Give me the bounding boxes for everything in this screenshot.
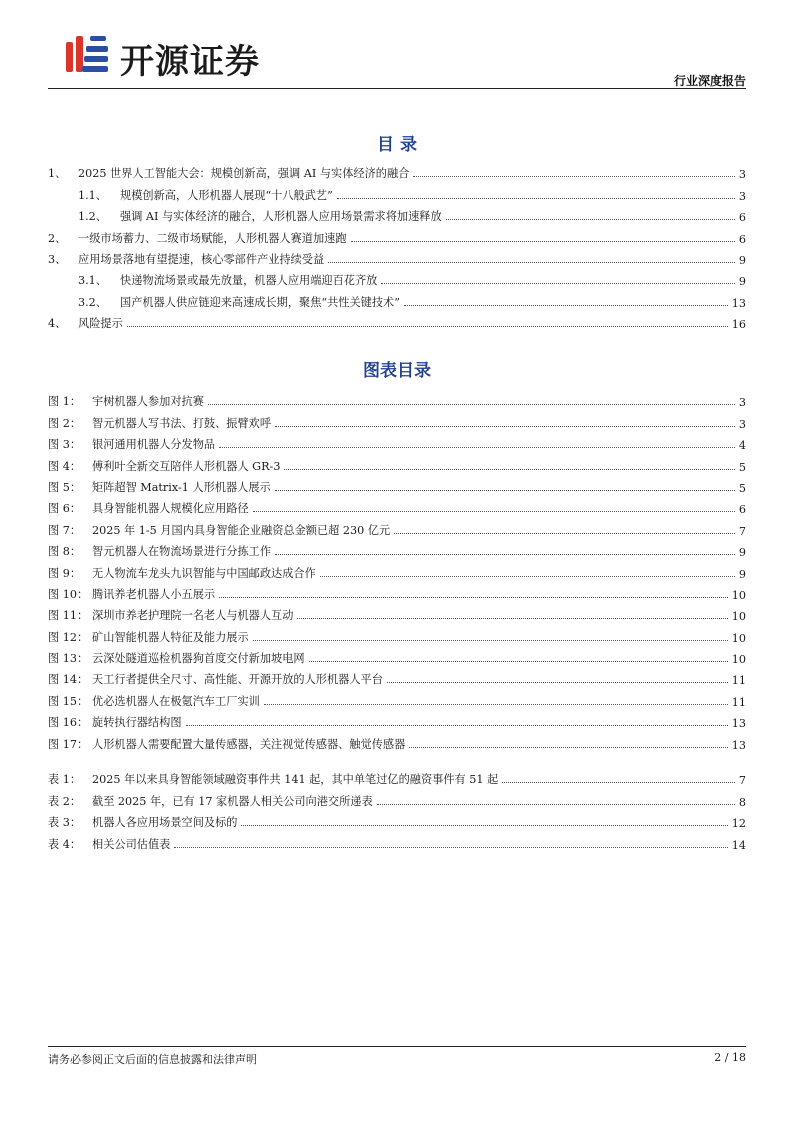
figure-entry-text: 智元机器人在物流场景进行分拣工作 [92, 545, 272, 559]
figure-entry-leader-dots [186, 725, 728, 726]
figure-entry-number: 图 12： [48, 630, 89, 644]
figure-entry[interactable] [48, 388, 746, 409]
toc-entry[interactable] [48, 310, 746, 331]
figure-entry-page: 10 [731, 631, 746, 645]
table-entry-page: 12 [731, 817, 746, 831]
figure-entry-text: 旋转执行器结构图 [92, 716, 182, 730]
toc-entry-number: 3.2、 [78, 295, 107, 309]
toc-entry-number: 4、 [48, 317, 67, 331]
page-header [48, 18, 746, 88]
figure-entry-leader-dots [297, 618, 727, 619]
figure-entry-page: 11 [731, 674, 746, 688]
toc-entry-page: 9 [738, 253, 746, 267]
toc-entry-leader-dots [351, 241, 735, 242]
figure-entry[interactable] [48, 709, 746, 730]
figure-entry-leader-dots [409, 747, 727, 748]
figure-entry-leader-dots [253, 511, 735, 512]
figure-entry-leader-dots [309, 661, 728, 662]
figure-entry-number: 图 17： [48, 737, 89, 751]
figure-entry-page: 4 [738, 439, 746, 453]
footer-divider [48, 1046, 746, 1047]
figure-entry-number: 图 15： [48, 694, 89, 708]
toc-entry-number: 1.2、 [78, 210, 107, 224]
figure-entry-page: 10 [731, 610, 746, 624]
toc-entry-text: 风险提示 [78, 317, 123, 331]
figure-entry-number: 图 11： [48, 609, 89, 623]
figure-entry-text: 傅利叶全新交互陪伴人形机器人 GR-3 [92, 459, 281, 473]
figure-entry-leader-dots [275, 490, 735, 491]
toc-entry-number: 3、 [48, 252, 67, 266]
table-entry[interactable] [48, 809, 746, 830]
table-entry-number: 表 1： [48, 773, 82, 787]
figure-entry-page: 13 [731, 738, 746, 752]
toc-entry-text: 国产机器人供应链迎来高速成长期，聚焦“共性关键技术” [120, 295, 400, 309]
figure-entry-number: 图 3： [48, 438, 82, 452]
figure-entry[interactable] [48, 559, 746, 580]
toc-entry-text: 快递物流场景或最先放量，机器人应用端迎百花齐放 [120, 274, 378, 288]
table-entry-leader-dots [241, 825, 727, 826]
table-entry-page: 14 [731, 838, 746, 852]
figure-list [48, 388, 746, 752]
figure-entry-text: 优必选机器人在极氪汽车工厂实训 [92, 694, 260, 708]
figure-entry[interactable] [48, 431, 746, 452]
toc-entry-page: 16 [731, 318, 746, 332]
figure-entry-text: 2025 年 1-5 月国内具身智能企业融资总金额已超 230 亿元 [92, 523, 391, 537]
table-list [48, 766, 746, 852]
figure-entry-number: 图 13： [48, 652, 89, 666]
figure-entry-text: 天工行者提供全尺寸、高性能、开源开放的人形机器人平台 [92, 673, 383, 687]
figure-entry-leader-dots [394, 533, 735, 534]
figure-entry-leader-dots [208, 404, 735, 405]
toc-entry-text: 规模创新高，人形机器人展现“十八般武艺” [120, 188, 333, 202]
figure-entry-text: 智元机器人写书法、打鼓、振臂欢呼 [92, 416, 272, 430]
figure-entry-page: 11 [731, 695, 746, 709]
report-type-label: 行业深度报告 [673, 74, 746, 88]
figure-entry-leader-dots [275, 426, 735, 427]
toc-entry-text: 应用场景落地有望提速，核心零部件产业持续受益 [78, 252, 325, 266]
figure-entry[interactable] [48, 409, 746, 430]
table-entry[interactable] [48, 766, 746, 787]
figure-entry[interactable] [48, 581, 746, 602]
table-entry-number: 表 3： [48, 816, 82, 830]
figure-entry-page: 6 [738, 503, 746, 517]
table-entry-leader-dots [174, 847, 727, 848]
toc-entry[interactable] [48, 181, 746, 202]
toc-entry[interactable] [48, 203, 746, 224]
toc-entry[interactable] [48, 246, 746, 267]
toc-entry[interactable] [48, 224, 746, 245]
figure-entry-number: 图 8： [48, 545, 82, 559]
figure-entry-leader-dots [275, 554, 735, 555]
figure-entry-text: 具身智能机器人规模化应用路径 [92, 502, 249, 516]
figure-entry-text: 深圳市养老护理院一名老人与机器人互动 [92, 609, 294, 623]
figure-entry[interactable] [48, 623, 746, 644]
toc-entry[interactable] [48, 288, 746, 309]
table-entry-number: 表 2： [48, 794, 82, 808]
figure-entry-text: 宇树机器人参加对抗赛 [92, 395, 204, 409]
toc-entry[interactable] [48, 267, 746, 288]
toc-entry-page: 6 [738, 211, 746, 225]
table-entry-text: 相关公司估值表 [92, 837, 171, 851]
toc-entry-page: 6 [738, 232, 746, 246]
figure-entry-leader-dots [320, 576, 735, 577]
brand-logo-mark-icon [62, 30, 114, 82]
toc-entry-page: 3 [738, 189, 746, 203]
figure-entry[interactable] [48, 687, 746, 708]
figure-entry-text: 矩阵超智 Matrix-1 人形机器人展示 [92, 480, 271, 494]
figure-entry-number: 图 10： [48, 587, 89, 601]
brand-logo [62, 30, 362, 82]
toc-entry-leader-dots [404, 305, 728, 306]
figure-entry-page: 3 [738, 417, 746, 431]
figure-entry-page: 5 [738, 481, 746, 495]
table-entry-page: 8 [738, 795, 746, 809]
toc-entry-leader-dots [127, 326, 728, 327]
figure-entry-page: 5 [738, 460, 746, 474]
figure-entry-number: 图 14： [48, 673, 89, 687]
figure-entry-page: 10 [731, 588, 746, 602]
figure-entry-leader-dots [219, 447, 735, 448]
figure-entry-number: 图 1： [48, 395, 82, 409]
figure-entry-text: 人形机器人需要配置大量传感器，关注视觉传感器、触觉传感器 [92, 737, 406, 751]
figure-entry-number: 图 7： [48, 523, 82, 537]
toc-entry-number: 1.1、 [78, 188, 107, 202]
figure-entry-number: 图 4： [48, 459, 82, 473]
figure-entry-number: 图 5： [48, 480, 82, 494]
toc-entry-text: 一级市场蓄力、二级市场赋能，人形机器人赛道加速跑 [78, 231, 347, 245]
figure-entry-number: 图 6： [48, 502, 82, 516]
table-entry-number: 表 4： [48, 837, 82, 851]
toc-entry-number: 1、 [48, 167, 67, 181]
toc-entry-page: 3 [738, 168, 746, 182]
toc-entry-text: 强调 AI 与实体经济的融合，人形机器人应用场景需求将加速释放 [120, 210, 442, 224]
figure-entry-number: 图 2： [48, 416, 82, 430]
figure-entry-leader-dots [264, 704, 728, 705]
toc-entry[interactable] [48, 160, 746, 181]
figure-entry[interactable] [48, 452, 746, 473]
footer-disclaimer: 请务必参阅正文后面的信息披露和法律声明 [48, 1053, 257, 1066]
figure-entry-page: 3 [738, 396, 746, 410]
figure-entry-page: 7 [738, 524, 746, 538]
figure-entry[interactable] [48, 495, 746, 516]
figure-entry[interactable] [48, 666, 746, 687]
figure-entry-leader-dots [219, 597, 728, 598]
figure-entry-leader-dots [284, 469, 734, 470]
figure-entry-page: 9 [738, 567, 746, 581]
figure-entry[interactable] [48, 602, 746, 623]
figure-entry-text: 无人物流车龙头九识智能与中国邮政达成合作 [92, 566, 316, 580]
figure-list-title: 图表目录 [363, 361, 431, 381]
toc-entry-page: 9 [738, 275, 746, 289]
toc-entry-number: 3.1、 [78, 274, 107, 288]
toc-entry-leader-dots [328, 262, 735, 263]
figure-entry-page: 9 [738, 546, 746, 560]
table-entry-page: 7 [738, 774, 746, 788]
toc-entry-text: 2025 世界人工智能大会：规模创新高，强调 AI 与实体经济的融合 [78, 167, 410, 181]
figure-entry[interactable] [48, 730, 746, 751]
toc-entry-leader-dots [413, 176, 735, 177]
table-entry[interactable] [48, 787, 746, 808]
figure-entry-page: 13 [731, 717, 746, 731]
toc-entry-leader-dots [446, 219, 735, 220]
figure-entry-text: 腾讯养老机器人小五展示 [92, 587, 216, 601]
table-entry-text: 机器人各应用场景空间及标的 [92, 816, 238, 830]
figure-entry-page: 10 [731, 653, 746, 667]
table-entry-text: 截至 2025 年，已有 17 家机器人相关公司向港交所递表 [92, 794, 373, 808]
toc-list [48, 160, 746, 331]
figure-entry[interactable] [48, 645, 746, 666]
page-number: 2 / 18 [714, 1051, 746, 1064]
figure-entry-leader-dots [253, 640, 728, 641]
table-entry-leader-dots [502, 782, 735, 783]
figure-entry-text: 银河通用机器人分发物品 [92, 438, 216, 452]
figure-entry[interactable] [48, 474, 746, 495]
figure-entry-text: 矿山智能机器人特征及能力展示 [92, 630, 249, 644]
header-divider [48, 88, 746, 89]
table-entry-text: 2025 年以来具身智能领域融资事件共 141 起，其中单笔过亿的融资事件有 51 起 [92, 773, 499, 787]
toc-title: 目 录 [377, 135, 417, 155]
toc-entry-leader-dots [337, 198, 735, 199]
table-entry[interactable] [48, 830, 746, 851]
brand-name: 开源证券 [120, 42, 260, 82]
figure-entry-number: 图 9： [48, 566, 82, 580]
figure-entry-leader-dots [387, 682, 728, 683]
toc-entry-number: 2、 [48, 231, 67, 245]
figure-entry-text: 云深处隧道巡检机器狗首度交付新加坡电网 [92, 652, 305, 666]
toc-entry-page: 13 [731, 296, 746, 310]
figure-entry-number: 图 16： [48, 716, 89, 730]
toc-entry-leader-dots [381, 283, 735, 284]
table-entry-leader-dots [377, 804, 735, 805]
figure-entry[interactable] [48, 538, 746, 559]
figure-entry[interactable] [48, 516, 746, 537]
